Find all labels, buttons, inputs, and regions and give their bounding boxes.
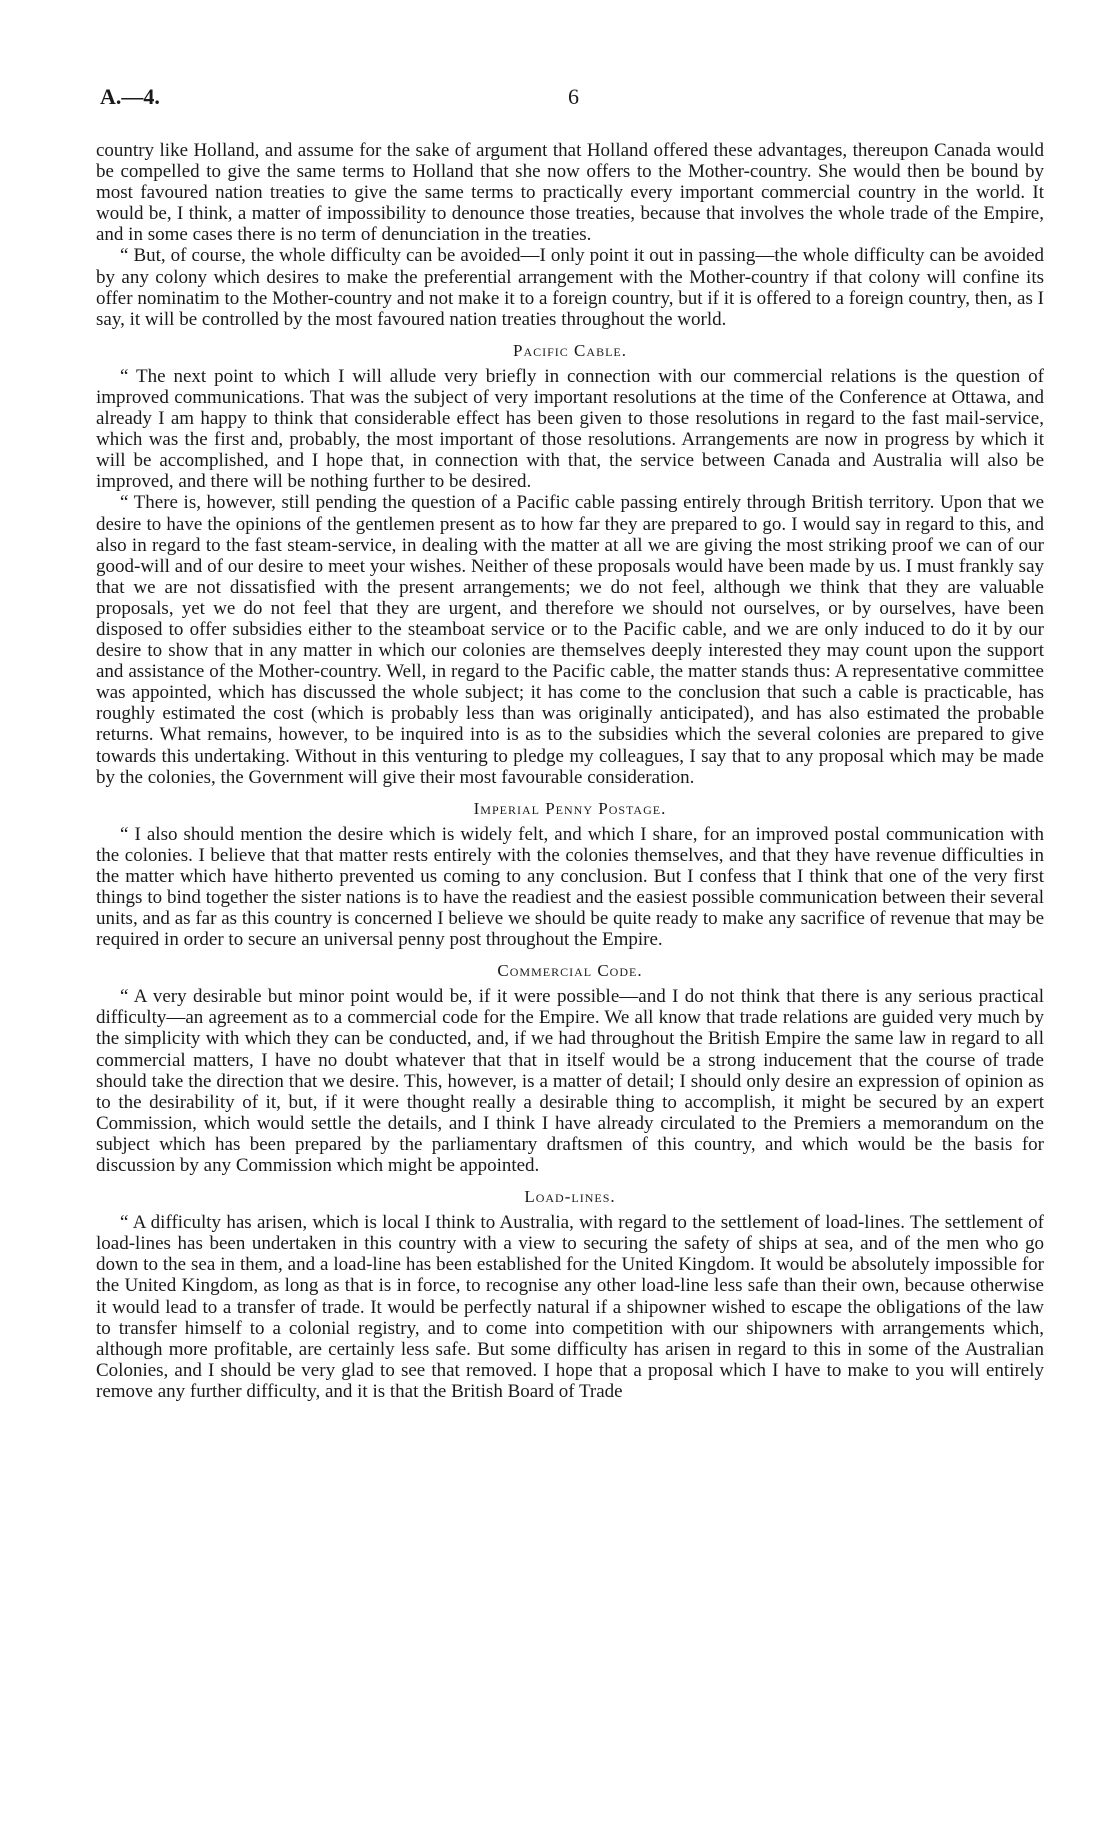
page-header [100,84,1044,112]
section-heading-imperial-penny-postage: Imperial Penny Postage. [473,798,667,818]
paragraph: “ But, of course, the whole difficulty can be avoided—I only point it out in passing—the whole difficulty can be avoided by any colony which desires to make the preferential arrangement with the Mother-country if that colony will confine its offer nominatim to the Mother-country and not make it to a foreign country, but if it is offered to a foreign country, then, as I say, it will be controlled by the most favoured nation treaties throughout the world. [96,245,1044,330]
document-reference: A.—4. [100,84,160,109]
paragraph: “ There is, however, still pending the question of a Pacific cable passing entirely through British territory. Upon that we desire to have the opinions of the gentlemen present as to how far they are prepared to go. I would say in regard to this, and also in regard to the fast steam-service, in dealing with the matter at all we are giving the most striking proof we can of our good-will and of our desire to meet your wishes. Neither of these proposals would have been made by us. I must frankly say that we are not dissatisfied with the present arrangements; we do not feel, although we think that they are valuable proposals, yet we do not feel that they are urgent, and therefore we should not ourselves, or by ourselves, have been disposed to offer subsidies either to the steamboat service or to the Pacific cable, and we are only induced to do it by our desire to show that in any matter in which our colonies are themselves deeply interested they may count upon the support and assistance of the Mother-country. Well, in regard to the Pacific cable, the matter stands thus: A representative committee was appointed, which has discussed the whole subject; it has come to the conclusion that such a cable is practicable, has roughly estimated the cost (which is probably less than was originally anticipated), and has also estimated the probable returns. What remains, however, to be inquired into is as to the subsidies which the several colonies are prepared to give towards this undertaking. Without in this venturing to pledge my colleagues, I say that to any proposal which may be made by the colonies, the Government will give their most favourable consideration. [96,492,1044,788]
paragraph: “ A very desirable but minor point would be, if it were possible—and I do not think that there is any serious practical difficulty—an agreement as to a commercial code for the Empire. We all know that trade relations are guided very much by the simplicity with which they can be conducted, and, if we had throughout the British Empire the same law in regard to all commercial matters, I have no doubt whatever that that in itself would be a strong inducement that the course of trade should take the direction that we desire. This, however, is a matter of detail; I should only desire an expression of opinion as to the desirability of it, but, if it were thought really a desirable thing to accomplish, it might be secured by an expert Commission, which would settle the details, and I think I have already circulated to the Premiers a memorandum on the subject which has been prepared by the parliamentary draftsmen of this country, and which would be the basis for discussion by any Commission which might be appointed. [96,986,1044,1177]
page-number: 6 [568,84,579,109]
paragraph: “ I also should mention the desire which is widely felt, and which I share, for an improved postal communication with the colonies. I believe that that matter rests entirely with the colonies themselves, and that they have revenue difficulties in the matter which have hitherto prevented us coming to any conclusion. But I confess that I think that one of the very first things to bind together the sister nations is to have the readiest and the easiest possible communication between their several units, and as far as this country is concerned I believe we should be quite ready to make any sacrifice of revenue that may be required in order to secure an universal penny post throughout the Empire. [96,823,1044,951]
section-heading-load-lines: Load-lines. [524,1187,616,1207]
body-text [96,140,1044,1402]
section-heading-commercial-code: Commercial Code. [497,961,643,981]
paragraph: “ The next point to which I will allude very briefly in connection with our commercial relations is the question of improved communications. That was the subject of very important resolutions at the time of the Conference at Ottawa, and already I am happy to think that considerable effect has been given to those resolutions in regard to the fast mail-service, which was the first and, probably, the most important of those resolutions. Arrangements are now in progress by which it will be accomplished, and I hope that, in connection with that, the service between Canada and Australia will also be improved, and there will be nothing further to be desired. [96,365,1044,493]
paragraph: country like Holland, and assume for the sake of argument that Holland offered these advantages, thereupon Canada would be compelled to give the same terms to Holland that she now offers to the Mother-country. She would then be bound by most favoured nation treaties to give the same terms to practically every important commercial country in the world. It would be, I think, a matter of impossibility to denounce those treaties, because that involves the whole trade of the Empire, and in some cases there is no term of denunciation in the treaties. [96,140,1044,246]
paragraph: “ A difficulty has arisen, which is local I think to Australia, with regard to the settlement of load-lines. The settlement of load-lines has been undertaken in this country with a view to securing the safety of ships at sea, and of the men who go down to the sea in them, and a load-line has been established for the United Kingdom. It would be absolutely impossible for the United Kingdom, as long as that is in force, to recognise any other load-line less safe than their own, because otherwise it would lead to a transfer of trade. It would be perfectly natural if a shipowner wished to escape the obligations of the law to transfer himself to a colonial registry, and to come into competition with our shipowners with arrangements which, although more profitable, are certainly less safe. But some difficulty has arisen in regard to this in some of the Australian Colonies, and I should be very glad to see that removed. I hope that a proposal which I have to make to you will entirely remove any further difficulty, and it is that the British Board of Trade [96,1212,1044,1402]
section-heading-pacific-cable: Pacific Cable. [513,340,627,360]
